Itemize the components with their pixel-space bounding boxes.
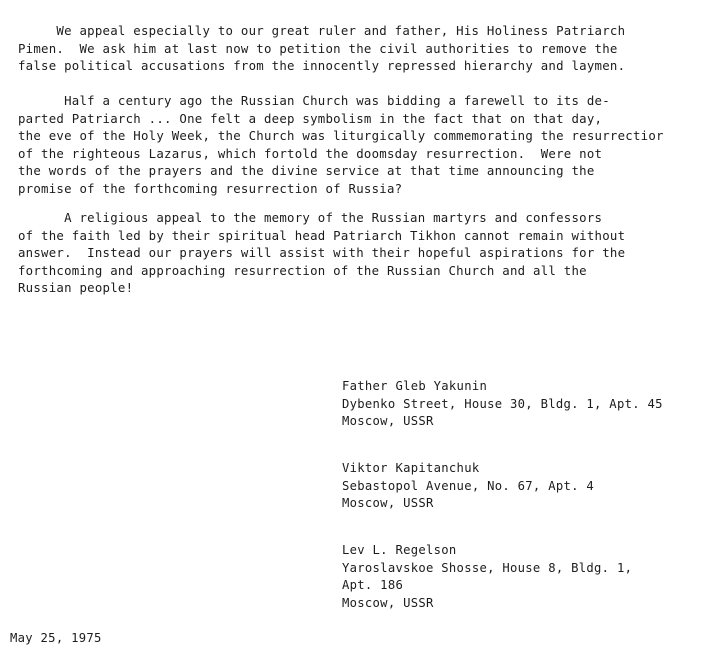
signature-block-regelson bbox=[342, 542, 632, 612]
document-date: May 25, 1975 bbox=[10, 631, 102, 645]
text-line: parted Patriarch ... One felt a deep symbolism in the fact that on that day, bbox=[18, 110, 603, 126]
text-line: Pimen. We ask him at last now to petition the civil authorities to remove the bbox=[18, 40, 618, 56]
signatory-city: Moscow, USSR bbox=[342, 414, 434, 428]
text-line: A religious appeal to the memory of the Russian martyrs and confessors bbox=[18, 210, 603, 225]
paragraph-religious-appeal bbox=[18, 209, 708, 297]
paragraph-half-century bbox=[18, 92, 708, 197]
signatory-address-apt: Apt. 186 bbox=[342, 578, 404, 592]
signatory-name: Lev L. Regelson bbox=[342, 543, 457, 557]
signatory-city: Moscow, USSR bbox=[342, 496, 434, 510]
text-line: promise of the forthcoming resurrection of Russia? bbox=[18, 180, 403, 196]
text-line: of the righteous Lazarus, which fortold the doomsday resurrection. Were not bbox=[18, 145, 603, 161]
text-line: the eve of the Holy Week, the Church was liturgically commemorating the resurrectior bbox=[18, 128, 664, 143]
signature-block-kapitanchuk bbox=[342, 460, 594, 513]
text-line: answer. Instead our prayers will assist with their hopeful aspirations for the bbox=[18, 245, 626, 260]
signature-block-yakunin bbox=[342, 378, 663, 431]
text-line: false political accusations from the innocently repressed hierarchy and laymen. bbox=[18, 58, 626, 73]
paragraph-appeal-to-patriarch bbox=[18, 22, 708, 75]
signatory-name: Father Gleb Yakunin bbox=[342, 379, 488, 393]
text-line: the words of the prayers and the divine service at that time announcing the bbox=[18, 163, 595, 178]
signatory-address: Yaroslavskoe Shosse, House 8, Bldg. 1, bbox=[342, 560, 633, 575]
text-line: Half a century ago the Russian Church was bidding a farewell to its de- bbox=[18, 93, 610, 108]
signatory-address: Dybenko Street, House 30, Bldg. 1, Apt. 45 bbox=[342, 396, 663, 411]
signatory-name: Viktor Kapitanchuk bbox=[342, 461, 480, 475]
text-line: Russian people! bbox=[18, 280, 134, 295]
signatory-address: Sebastopol Avenue, No. 67, Apt. 4 bbox=[342, 478, 595, 493]
text-line: forthcoming and approaching resurrection of the Russian Church and all the bbox=[18, 262, 587, 278]
text-line: We appeal especially to our great ruler and father, His Holiness Patriarch bbox=[18, 23, 626, 38]
text-line: of the faith led by their spiritual head Patriarch Tikhon cannot remain without bbox=[18, 227, 626, 243]
signatory-city: Moscow, USSR bbox=[342, 595, 434, 610]
